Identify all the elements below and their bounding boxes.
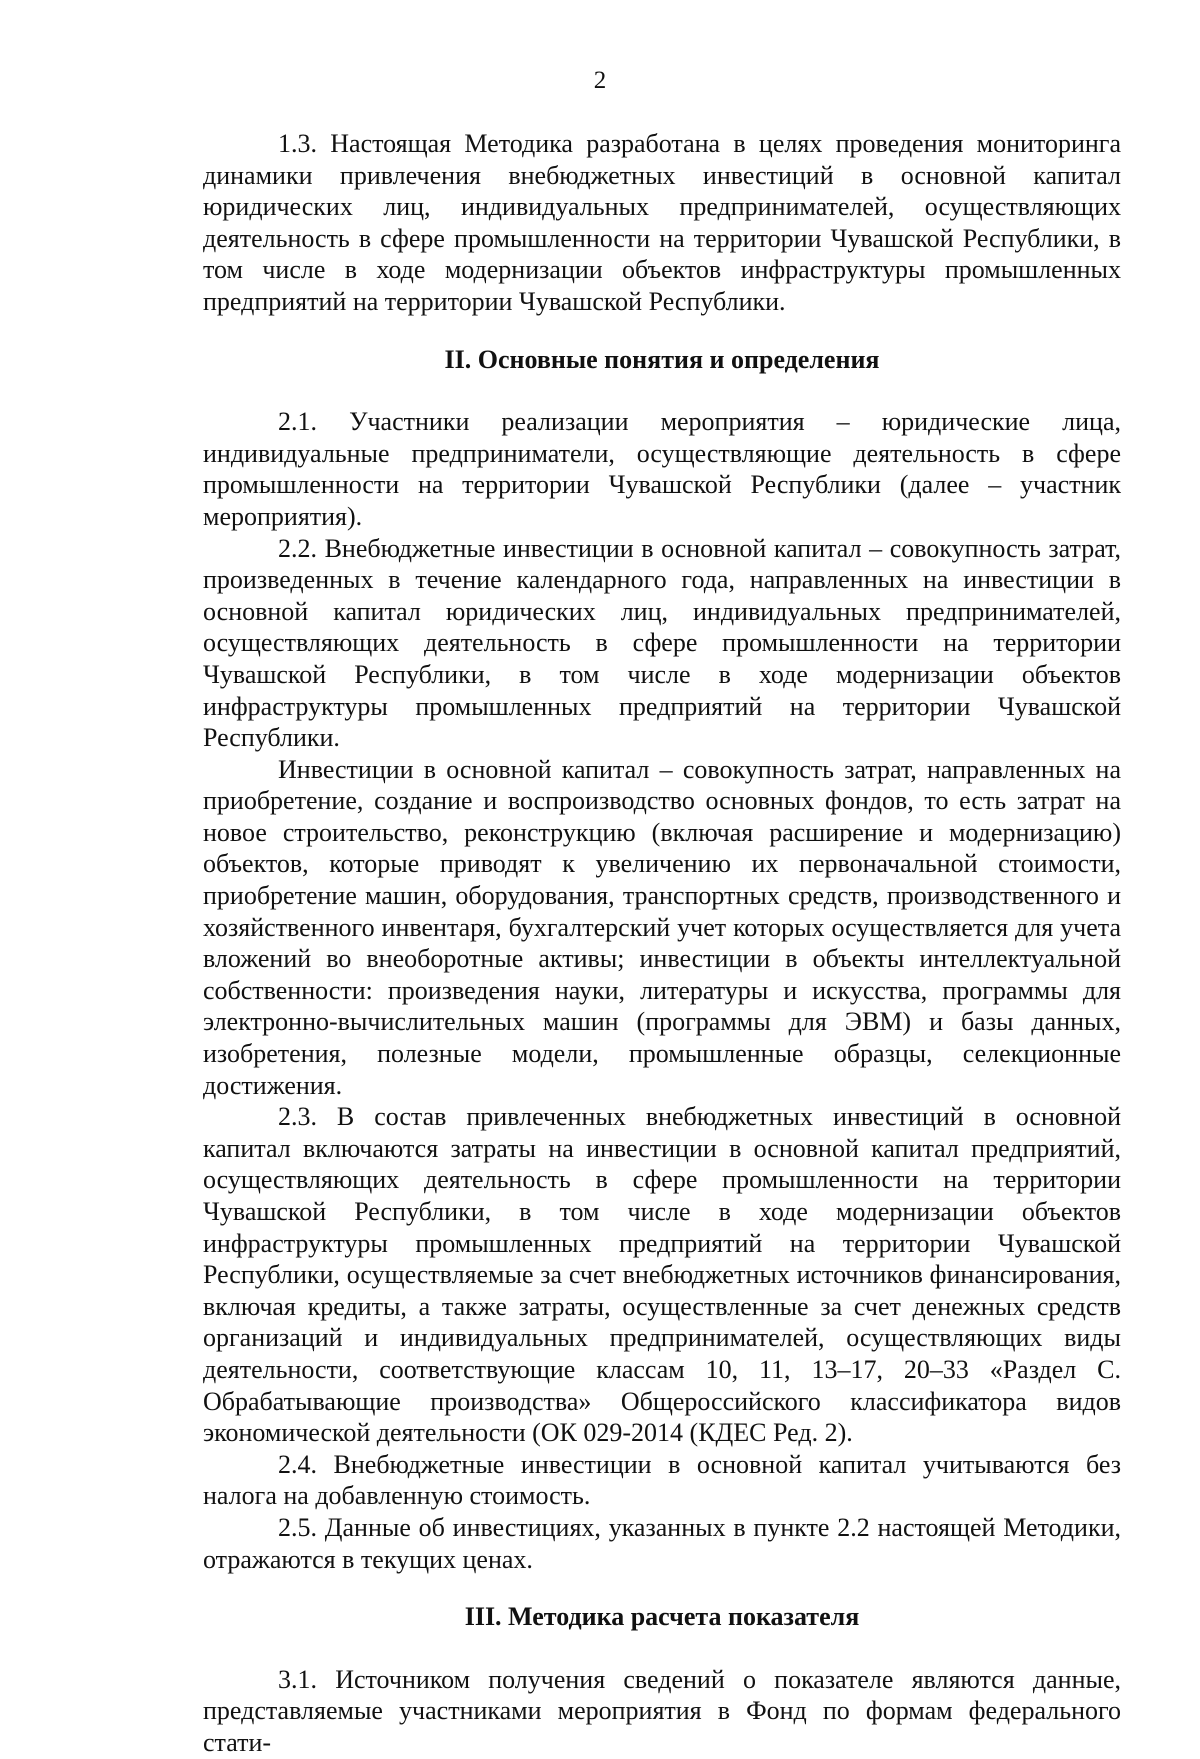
section-2-heading: II. Основные понятия и определения	[444, 344, 880, 374]
page-number: 2	[593, 67, 607, 94]
paragraph-2-1: 2.1. Участники реализации мероприятия – юридические лица, индивидуальные предприниматели, осуществляющие деятельность в сфере промышленности на территории Чувашской Республики (далее – участник мероприятия).	[203, 407, 1121, 531]
paragraph-2-3: 2.3. В состав привлеченных внебюджетных инвестиций в основной капитал включаются затраты на инвестиции в основной капитал предприятий, осуществляющих деятельность в сфере промышленности на территории Чувашской Республики, в том числе в ходе модернизации объектов инфраструктуры промышленных предприятий на территории Чувашской Республики, осуществляемые за счет внебюджетных источников финансирования, включая кредиты, а также затраты, осуществленные за счет денежных средств организаций и индивидуальных предпринимателей, осуществляющих виды деятельности, соответствующие классам 10, 11, 13–17, 20–33 «Раздел С. Обрабатывающие производства» Общероссийского классификатора видов экономической деятельности (ОК 029-2014 (КДЕС Ред. 2).	[203, 1102, 1121, 1448]
paragraph-2-2: 2.2. Внебюджетные инвестиции в основной капитал – совокупность затрат, произведенных в течение календарного года, направленных на инвестиции в основной капитал юридических лиц, индивидуальных предпринимателей, осуществляющих деятельность в сфере промышленности на территории Чувашской Республики, в том числе в ходе модернизации объектов инфраструктуры промышленных предприятий на территории Чувашской Республики.	[203, 533, 1121, 753]
paragraph-2-5: 2.5. Данные об инвестициях, указанных в пункте 2.2 настоящей Методики, отражаются в текущих ценах.	[203, 1512, 1121, 1574]
section-3-heading: III. Методика расчета показателя	[464, 1602, 860, 1632]
paragraph-1-3: 1.3. Настоящая Методика разработана в целях проведения мониторинга динамики привлечения внебюджетных инвестиций в основной капитал юридических лиц, индивидуальных предпринимателей, осуществляющих деятельность в сфере промышленности на территории Чувашской Республики, в том числе в ходе модернизации объектов инфраструктуры промышленных предприятий на территории Чувашской Республики.	[203, 129, 1121, 316]
paragraph-investments-definition: Инвестиции в основной капитал – совокупность затрат, направленных на приобретение, создание и воспроизводство основных фондов, то есть затрат на новое строительство, реконструкцию (включая расширение и модернизацию) объектов, которые приводят к увеличению их первоначальной стоимости, приобретение машин, оборудования, транспортных средств, производственного и хозяйственного инвентаря, бухгалтерский учет которых осуществляется для учета вложений во внеоборотные активы; инвестиции в объекты интеллектуальной собственности: произведения науки, литературы и искусства, программы для электронно-вычислительных машин (программы для ЭВМ) и базы данных, изобретения, полезные модели, промышленные образцы, селекционные достижения.	[203, 754, 1121, 1100]
paragraph-3-1: 3.1. Источником получения сведений о показателе являются данные, представляемые участниками мероприятия в Фонд по формам федерального стати-	[203, 1664, 1121, 1757]
document-body	[203, 128, 1121, 1759]
paragraph-2-4: 2.4. Внебюджетные инвестиции в основной капитал учитываются без налога на добавленную стоимость.	[203, 1449, 1121, 1511]
